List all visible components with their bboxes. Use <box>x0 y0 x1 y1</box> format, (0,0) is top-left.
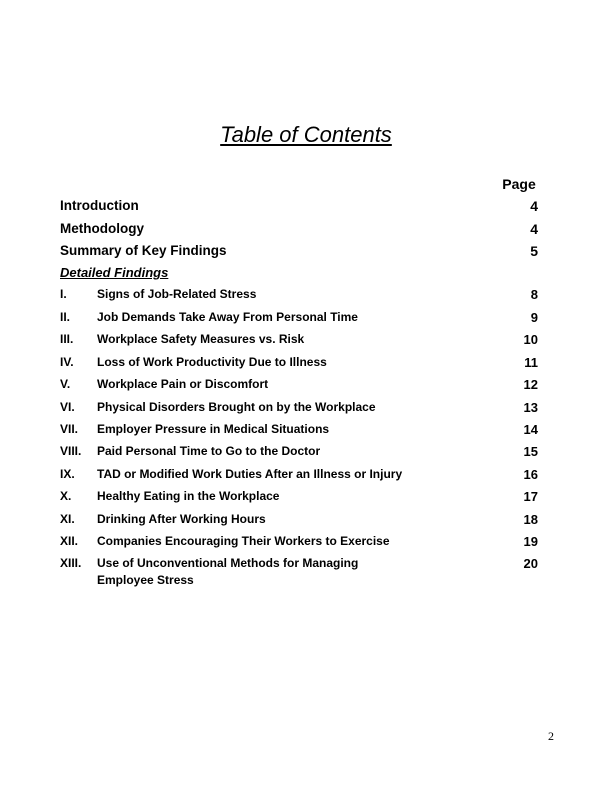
toc-entry-page: 8 <box>530 287 538 302</box>
toc-entry-page: 9 <box>530 310 538 325</box>
toc-entry-label-line2: Employee Stress <box>97 573 194 587</box>
page-number: 2 <box>548 729 554 743</box>
toc-entry-page: 18 <box>523 512 538 527</box>
toc-entry-number: XI. <box>60 512 75 526</box>
toc-entry-page: 5 <box>530 243 538 259</box>
toc-entry-number: X. <box>60 489 72 503</box>
toc-entry-label: Employer Pressure in Medical Situations <box>97 422 330 436</box>
toc-entry-label: TAD or Modified Work Duties After an Illness or Injury <box>97 467 403 481</box>
toc-entry-page: 4 <box>530 198 538 214</box>
toc-entry-number: V. <box>60 377 71 391</box>
toc-entry-page: 12 <box>523 377 538 392</box>
toc-entry-label: Job Demands Take Away From Personal Time <box>97 310 358 324</box>
toc-entry-label-line1: Use of Unconventional Methods for Managing <box>97 556 359 570</box>
toc-entry-page: 20 <box>523 556 538 571</box>
toc-entry-number: I. <box>60 287 67 301</box>
toc-entry-page: 17 <box>523 489 538 504</box>
toc-entry-number: VI. <box>60 400 75 414</box>
toc-entry-page: 14 <box>523 422 538 437</box>
toc-entry-label: Physical Disorders Brought on by the Workplace <box>97 400 376 414</box>
toc-entry-number: IV. <box>60 355 74 369</box>
toc-entry-number: XII. <box>60 534 79 548</box>
toc-entry-page: 10 <box>523 332 538 347</box>
toc-entry-page: 11 <box>524 355 538 370</box>
page-column-header: Page <box>502 176 536 192</box>
toc-entry-label: Signs of Job-Related Stress <box>97 287 257 301</box>
toc-entry-label: Loss of Work Productivity Due to Illness <box>97 355 327 369</box>
toc-entry-number: II. <box>60 310 71 324</box>
toc-entry-page: 19 <box>523 534 538 549</box>
toc-entry-number: IX. <box>60 467 75 481</box>
toc-entry-number: VII. <box>60 422 79 436</box>
toc-entry-label: Introduction <box>60 198 139 213</box>
toc-entry-label: Paid Personal Time to Go to the Doctor <box>97 444 321 458</box>
detailed-findings-heading: Detailed Findings <box>60 265 169 280</box>
toc-entry-number: VIII. <box>60 444 82 458</box>
toc-entry-label: Companies Encouraging Their Workers to Exercise <box>97 534 390 548</box>
toc-entry-number: XIII. <box>60 556 82 570</box>
toc-entry-label: Healthy Eating in the Workplace <box>97 489 280 503</box>
page-title: Table of Contents <box>220 122 392 147</box>
toc-entry-number: III. <box>60 332 74 346</box>
toc-entry-page: 13 <box>523 400 538 415</box>
toc-entry-page: 15 <box>523 444 538 459</box>
toc-entry-label: Summary of Key Findings <box>60 243 227 258</box>
toc-entry-label: Workplace Pain or Discomfort <box>97 377 269 391</box>
toc-entry-label: Workplace Safety Measures vs. Risk <box>97 332 305 346</box>
toc-entry-page: 16 <box>523 467 538 482</box>
toc-entry-label: Methodology <box>60 221 144 236</box>
toc-entry-page: 4 <box>530 221 538 237</box>
toc-entry-label: Drinking After Working Hours <box>97 512 266 526</box>
